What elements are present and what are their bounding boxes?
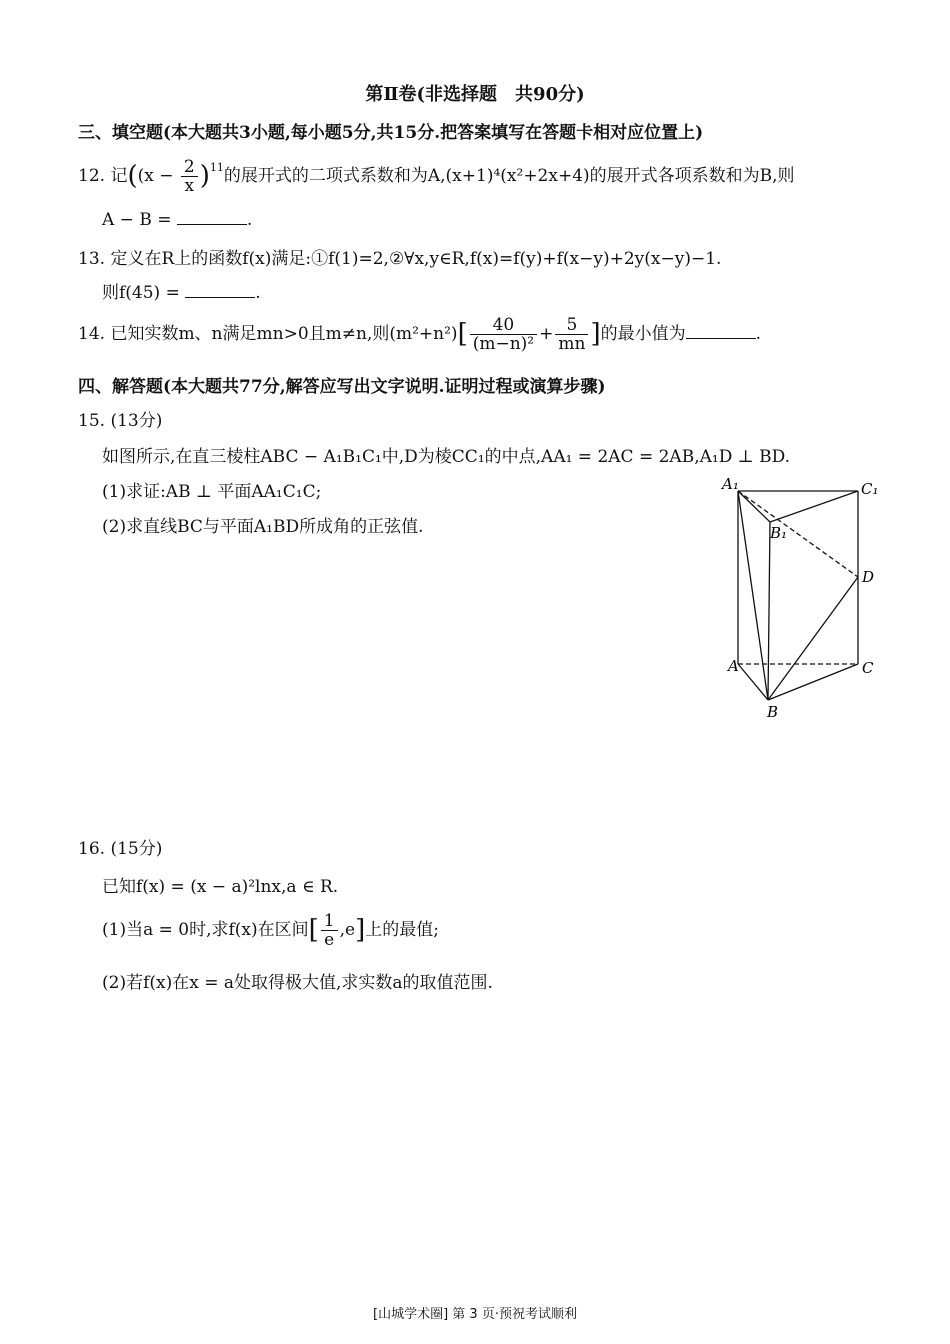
prism-figure	[718, 474, 888, 724]
q12-line2: A − B =	[102, 210, 172, 230]
q12-rest: 的展开式的二项式系数和为A,(x+1)⁴(x²+2x+4)的展开式各项系数和为B,则	[223, 166, 795, 186]
question-12-line2: A − B = .	[102, 210, 253, 230]
edge-b1-b	[768, 522, 770, 700]
question-13: 13. 定义在R上的函数f(x)满足:①f(1)=2,②∀x,y∈R,f(x)=f(y)+f(x−y)+2y(x−y)−1.	[78, 249, 722, 269]
label-b: B	[767, 703, 779, 721]
q14-f2-num: 5	[555, 316, 588, 335]
label-a1: A₁	[722, 475, 739, 493]
q16-frac-den: e	[324, 930, 335, 950]
q16-part1-suffix: 上的最值;	[365, 920, 439, 940]
question-14: 14. 已知实数m、n满足mn>0且m≠n,则(m²+n²)[ $\frac{40}{\text{(m−n)²}}$ + $\frac{5}{mn}$ ]的最小值为 .	[78, 315, 762, 354]
question-16-header: 16. (15分)	[78, 839, 163, 859]
q12-frac-den: x	[184, 176, 195, 196]
q16-part1-after: ,e	[339, 920, 356, 940]
q12-expr-open: (x −	[137, 166, 179, 186]
answer-blank-13	[185, 283, 255, 298]
question-13-line2: 则f(45) = .	[102, 283, 261, 303]
section-fill-in-heading: 三、填空题(本大题共3小题,每小题5分,共15分.把答案填写在答题卡相对应位置上)	[78, 123, 704, 143]
label-b1: B₁	[770, 524, 788, 542]
question-16-part1: (1)当a = 0时,求f(x)在区间[ $\frac{1}{e}$ ,e]上的最值;	[102, 911, 439, 950]
q16-frac-num: 1	[321, 912, 338, 931]
q14-fraction-2	[555, 316, 588, 353]
q14-plus: +	[539, 324, 554, 344]
edge-a1-b1	[738, 491, 770, 522]
page-title: 第Ⅱ卷(非选择题 共90分)	[365, 84, 585, 105]
q14-fraction-1	[470, 316, 537, 353]
segment-a1-d-hidden	[738, 491, 858, 577]
answer-blank-14	[686, 324, 756, 339]
q14-prefix: 14. 已知实数m、n满足mn>0且m≠n,则(m²+n²)	[78, 324, 458, 344]
q16-fraction	[321, 912, 338, 949]
q12-frac-num: 2	[181, 158, 198, 177]
edge-b1-c1	[770, 491, 858, 522]
q14-suffix: 的最小值为	[600, 324, 686, 344]
q14-f1-den: (m−n)²	[472, 334, 535, 354]
section-solve-heading: 四、解答题(本大题共77分,解答应写出文字说明.证明过程或演算步骤)	[78, 377, 606, 397]
label-c: C	[862, 659, 874, 677]
q13-line2: 则f(45) =	[102, 283, 180, 303]
answer-blank-12	[177, 210, 247, 225]
question-12: 12. 记((x − $\frac{2}{x}$ )$^{11}$的展开式的二项式系数和为A,(x+1)⁴(x²+2x+4)的展开式各项系数和为B,则	[78, 157, 795, 196]
q12-prefix: 12. 记	[78, 166, 128, 186]
question-15-stem: 如图所示,在直三棱柱ABC − A₁B₁C₁中,D为棱CC₁的中点,AA₁ = 2AC = 2AB,A₁D ⊥ BD.	[102, 447, 791, 467]
label-c1: C₁	[861, 480, 879, 498]
page-footer: [山城学术圈] 第 3 页·预祝考试顺利	[373, 1307, 577, 1322]
label-d: D	[862, 568, 875, 586]
question-15-header: 15. (13分)	[78, 411, 163, 431]
question-16-part2: (2)若f(x)在x = a处取得极大值,求实数a的取值范围.	[102, 973, 493, 993]
q16-part1-prefix: (1)当a = 0时,求f(x)在区间	[102, 920, 309, 940]
question-15-part1: (1)求证:AB ⊥ 平面AA₁C₁C;	[102, 482, 322, 502]
question-16-stem: 已知f(x) = (x − a)²lnx,a ∈ R.	[102, 877, 339, 897]
q12-exponent: 11	[209, 161, 224, 174]
label-a: A	[728, 657, 739, 675]
q14-f2-den: mn	[558, 334, 586, 354]
q12-fraction	[181, 158, 198, 195]
q14-f1-num: 40	[470, 316, 537, 335]
question-15-part2: (2)求直线BC与平面A₁BD所成角的正弦值.	[102, 517, 424, 537]
